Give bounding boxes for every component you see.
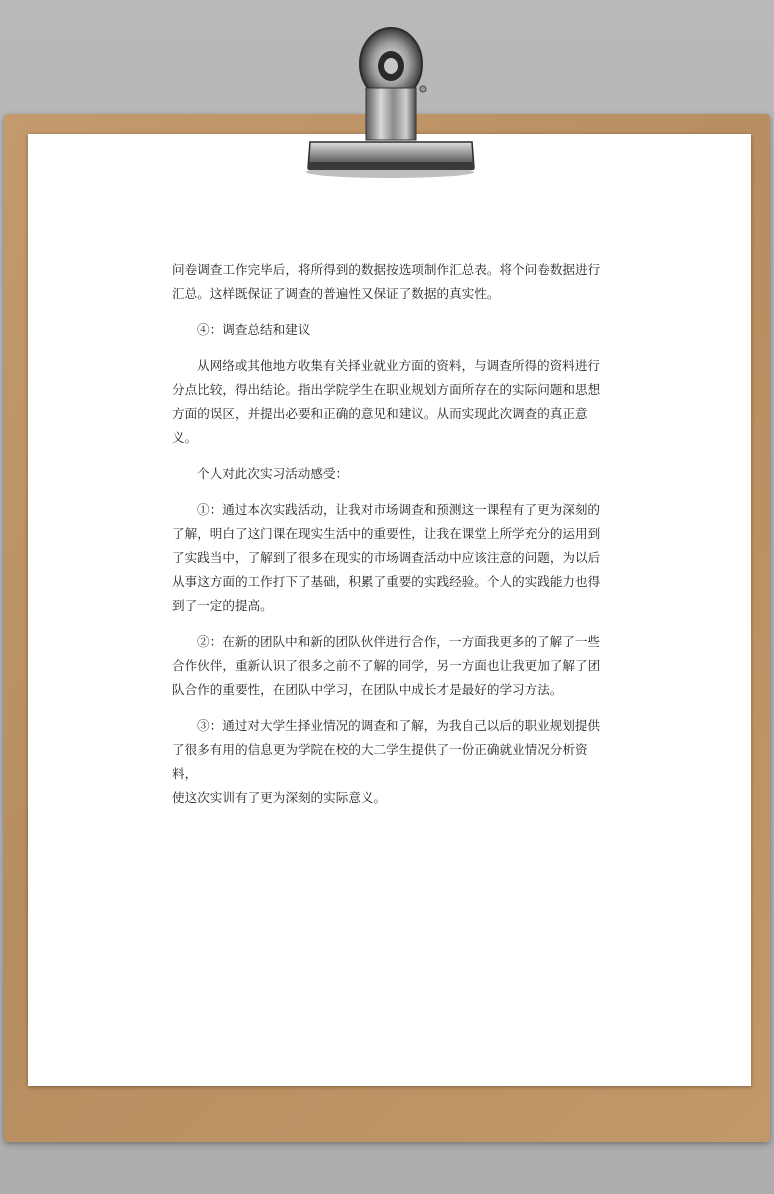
paragraph-survey-summary: 问卷调查工作完毕后，将所得到的数据按选项制作汇总表。将个问卷数据进行 汇总。这样既保证了调查的普遍性又保证了数据的真实性。 — [172, 262, 601, 301]
section-heading-personal-reflection: 个人对此次实习活动感受： — [197, 466, 349, 481]
section-heading-conclusion: ④：调查总结和建议 — [197, 322, 311, 337]
paragraph-reflection-3: ③：通过对大学生择业情况的调查和了解，为我自己以后的职业规划提供 了很多有用的信息更为学院在校的大二学生提供了一份正确就业情况分析资料， 使这次实训有了更为深刻的实际意义。 — [172, 718, 600, 805]
paragraph-conclusion: 从网络或其他地方收集有关择业就业方面的资料，与调查所得的资料进行 分点比较，得出结论。指出学院学生在职业规划方面所存在的实际问题和思想 方面的误区，并提出必要和正确的意见和建议。从而实现此次调查的真正意义。 — [172, 358, 601, 445]
binder-clip-icon — [0, 0, 774, 200]
document-body — [172, 258, 612, 822]
paragraph-reflection-1: ①：通过本次实践活动，让我对市场调查和预测这一课程有了更为深刻的 了解，明白了这门课在现实生活中的重要性，让我在课堂上所学充分的运用到 了实践当中，了解到了很多在现实的市场调查活动中应该注意的问题，为以后 从事这方面的工作打下了基础，积累了重要的实践经验。个人的实践能力也得 到了一定的提高。 — [172, 502, 601, 613]
paragraph-reflection-2: ②：在新的团队中和新的团队伙伴进行合作，一方面我更多的了解了一些 合作伙伴，重新认识了很多之前不了解的同学，另一方面也让我更加了解了团 队合作的重要性，在团队中学习，在团队中成长才是最好的学习方法。 — [172, 634, 601, 697]
